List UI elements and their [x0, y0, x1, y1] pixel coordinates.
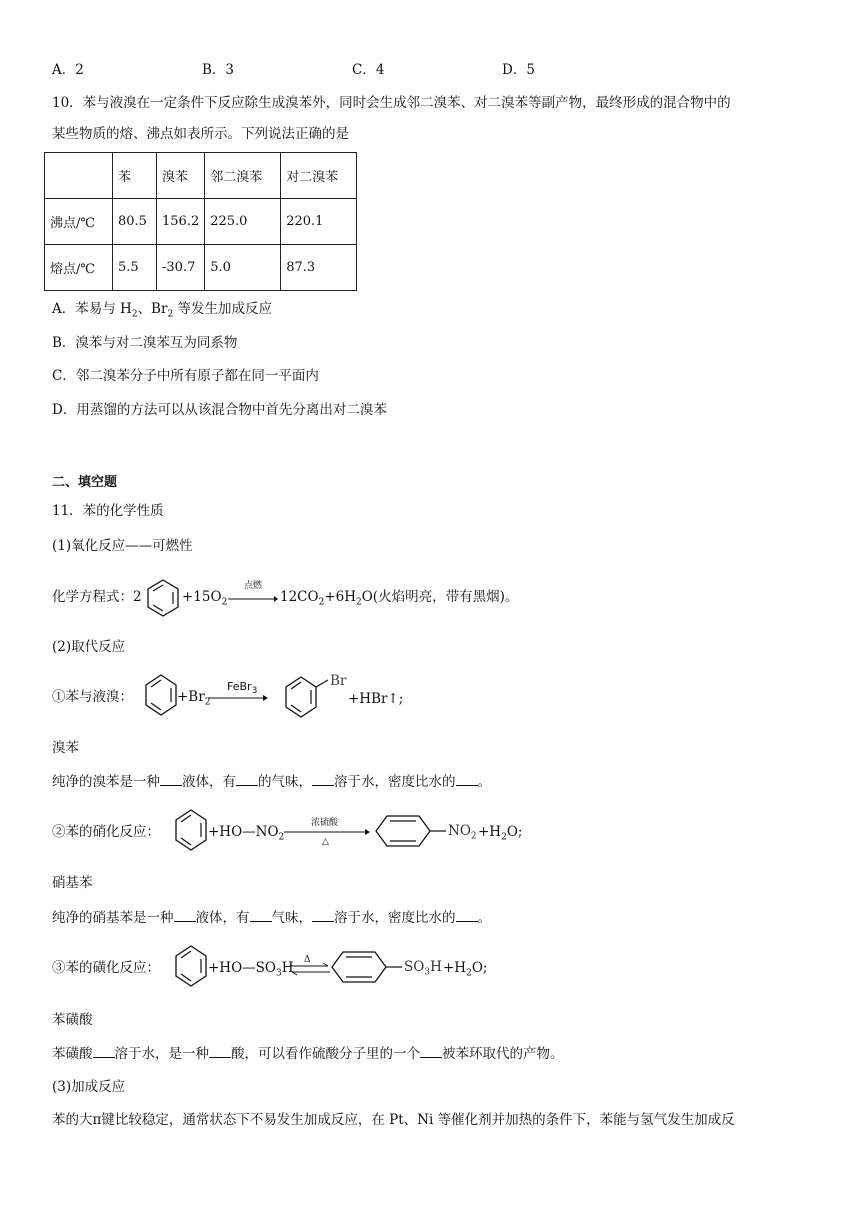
table-cell: 156.2: [157, 199, 205, 245]
eq1-reactant: [182, 587, 227, 613]
benzene-ring-icon: [174, 944, 208, 988]
q10-stem-line1: 10．苯与液溴在一定条件下反应除生成溴苯外，同时会生成邻二溴苯、对二溴苯等副产物，最终形成的混合物中的: [52, 95, 731, 111]
benzene-ring-icon: [174, 808, 208, 852]
table-header-row: [45, 153, 357, 199]
q10-stem-line2: 某些物质的熔、沸点如表所示。下列说法正确的是: [52, 126, 349, 142]
eq-text: +15O: [182, 589, 222, 605]
answer-blank[interactable]: [312, 907, 334, 922]
eq-text: +HO—SO: [208, 960, 276, 976]
sulfonic-properties: [52, 1043, 564, 1064]
prop-text: 苯磺酸: [52, 1046, 93, 1062]
eq3-reagent: [208, 822, 284, 848]
q11-part2: (2)取代反应: [52, 639, 126, 655]
eq3-substituent: [448, 821, 477, 847]
answer-blank[interactable]: [160, 771, 182, 786]
reaction-arrow-icon: [284, 827, 370, 837]
bromobenzene-ring-icon: [284, 675, 328, 719]
prop-text: 气味，: [271, 910, 312, 926]
answer-blank[interactable]: [250, 907, 272, 922]
eq3-products: [478, 822, 522, 848]
prop-text: 。: [477, 774, 491, 790]
subscript: 2: [318, 597, 325, 608]
eq2-substituent: Br: [330, 673, 347, 689]
eq-text: O;: [471, 960, 488, 976]
q11-part1: (1)氧化反应——可燃性: [52, 538, 193, 554]
answer-blank[interactable]: [456, 771, 478, 786]
table-cell: 225.0: [205, 199, 281, 245]
eq1-prefix: 化学方程式：2: [52, 589, 142, 605]
subscript: 3: [424, 967, 431, 978]
table-cell: 87.3: [281, 245, 357, 291]
eq-text: O(火焰明亮，带有黑烟)。: [361, 589, 519, 605]
table-cell: 沸点/℃: [45, 199, 113, 245]
table-cell: -30.7: [157, 245, 205, 291]
prop-text: 。: [477, 910, 491, 926]
eq4-prefix: ③苯的磺化反应：: [52, 960, 160, 976]
prop-text: 纯净的溴苯是一种: [52, 774, 160, 790]
subscript: 2: [278, 832, 285, 843]
nitrobenzene-ring-icon: [374, 814, 454, 848]
table-cell: 5.0: [205, 245, 281, 291]
answer-blank[interactable]: [420, 1043, 442, 1058]
prop-text: 纯净的硝基苯是一种: [52, 910, 174, 926]
answer-blank[interactable]: [236, 771, 258, 786]
table-cell: 熔点/℃: [45, 245, 113, 291]
subscript: 2: [204, 697, 211, 708]
eq3-condition-top: 浓硫酸: [311, 818, 339, 828]
prop-text: 溶于水，密度比水的: [334, 774, 456, 790]
eq3-condition-bottom: △: [322, 837, 329, 847]
q10-option-c: C．邻二溴苯分子中所有原子都在同一平面内: [52, 368, 319, 384]
prop-text: 的气味，: [258, 774, 312, 790]
q11-title: 11．苯的化学性质: [52, 503, 164, 519]
table-row: [45, 245, 357, 291]
prop-text: 溶于水，密度比水的: [334, 910, 456, 926]
eq-text: FeBr: [227, 680, 252, 693]
nitrobenzene-properties: [52, 907, 491, 928]
option-a-text: 、Br: [137, 301, 168, 317]
subscript: 2: [466, 968, 472, 979]
bromobenzene-label: 溴苯: [52, 740, 79, 756]
eq-text: +HO—NO: [208, 824, 279, 840]
eq2-reagent: [177, 687, 210, 713]
subscript: 2: [501, 832, 507, 843]
eq4-reagent: [208, 958, 293, 984]
table-header-cell: 苯: [113, 153, 157, 199]
benzenesulfonic-ring-icon: [330, 950, 410, 984]
eq2-prefix: ①苯与液溴：: [52, 689, 133, 705]
eq-text: +H: [478, 824, 502, 840]
reaction-arrow-icon: [208, 693, 268, 703]
prop-text: 溶于水，是一种: [114, 1046, 209, 1062]
eq2-products: +HBr↑;: [348, 691, 404, 707]
answer-blank[interactable]: [312, 771, 334, 786]
subscript: 2: [167, 309, 174, 320]
prop-text: 液体，有: [195, 910, 250, 926]
table-cell: 80.5: [113, 199, 157, 245]
eq-text: SO: [404, 959, 425, 975]
q9-option-b: B．3: [202, 62, 235, 78]
option-a-text: 等发生加成反应: [173, 301, 272, 317]
eq3-prefix: ②苯的硝化反应：: [52, 824, 160, 840]
eq-text: +H: [443, 960, 467, 976]
q9-option-d: D．5: [502, 62, 535, 78]
section-title: 二、填空题: [52, 475, 118, 490]
eq-text: O;: [506, 824, 523, 840]
option-a-text: A．苯易与 H: [52, 301, 132, 317]
reaction-arrow-icon: [228, 594, 278, 604]
prop-text: 酸，可以看作硫酸分子里的一个: [231, 1046, 420, 1062]
q9-option-a: A．2: [52, 62, 84, 78]
eq1-condition: 点燃: [244, 581, 263, 591]
subscript: 2: [131, 309, 138, 320]
subscript: 2: [221, 597, 228, 608]
properties-table: [44, 152, 357, 291]
q9-option-c: C．4: [352, 62, 385, 78]
q11-part3: (3)加成反应: [52, 1079, 126, 1095]
benzene-ring-icon: [146, 578, 180, 618]
eq4-condition: Δ: [304, 955, 311, 965]
eq4-products: [443, 958, 487, 984]
prop-text: 被苯环取代的产物。: [442, 1046, 564, 1062]
nitrobenzene-label: 硝基苯: [52, 875, 93, 891]
q10-option-b: B．溴苯与对二溴苯互为同系物: [52, 335, 238, 351]
table-header-cell: 对二溴苯: [281, 153, 357, 199]
table-header-cell: [45, 153, 113, 199]
eq-text: NO: [448, 823, 471, 839]
table-header-cell: 溴苯: [157, 153, 205, 199]
subscript: 3: [275, 968, 282, 979]
benzene-ring-icon: [144, 673, 178, 717]
subscript: 2: [356, 597, 362, 608]
bromobenzene-properties: [52, 771, 491, 792]
table-row: [45, 199, 357, 245]
q10-option-d: D．用蒸馏的方法可以从该混合物中首先分离出对二溴苯: [52, 402, 387, 418]
eq4-substituent: [404, 957, 442, 983]
prop-text: 液体，有: [182, 774, 236, 790]
subscript: 3: [251, 686, 258, 697]
answer-blank[interactable]: [209, 1043, 231, 1058]
eq-text: H: [281, 960, 294, 976]
table-cell: 5.5: [113, 245, 157, 291]
eq-text: +6H: [324, 589, 356, 605]
answer-blank[interactable]: [174, 907, 196, 922]
sulfonic-label: 苯磺酸: [52, 1012, 93, 1028]
eq-text: H: [430, 959, 442, 975]
subscript: 2: [470, 831, 477, 842]
q10-option-a: [52, 299, 272, 325]
eq-text: +Br: [177, 689, 205, 705]
answer-blank[interactable]: [93, 1043, 115, 1058]
table-cell: 220.1: [281, 199, 357, 245]
table-header-cell: 邻二溴苯: [205, 153, 281, 199]
answer-blank[interactable]: [456, 907, 478, 922]
eq-text: 12CO: [280, 589, 319, 605]
eq1-products: [280, 587, 518, 613]
equilibrium-arrow-icon: [290, 963, 330, 975]
addition-text: 苯的大π键比较稳定，通常状态下不易发生加成反应，在 Pt、Ni 等催化剂并加热的条件下，苯能与氢气发生加成反: [52, 1112, 735, 1128]
